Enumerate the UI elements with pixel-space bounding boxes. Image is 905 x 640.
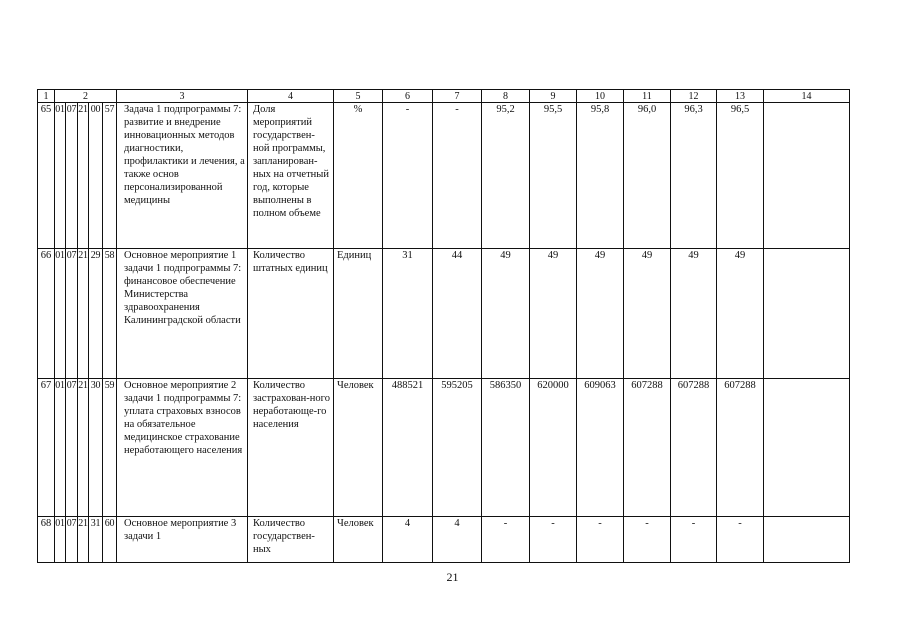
measure-name: Основное мероприятие 3 задачи 1 — [117, 517, 248, 563]
code-cell: 07 — [66, 517, 78, 563]
code-cell: 01 — [55, 249, 66, 379]
header-col-7: 7 — [433, 90, 482, 103]
code-cell: 21 — [78, 249, 89, 379]
code-cell: 01 — [55, 103, 66, 249]
value-col-6: 4 — [383, 517, 433, 563]
code-cell: 00 — [89, 103, 103, 249]
value-col-13: 96,5 — [717, 103, 764, 249]
table-row — [38, 249, 850, 379]
code-cell: 58 — [103, 249, 117, 379]
value-col-8: 586350 — [482, 379, 530, 517]
value-col-12: 96,3 — [671, 103, 717, 249]
indicator-name: Количество застрахован-ного неработающе-го населения — [248, 379, 334, 517]
notes-cell — [764, 103, 850, 249]
code-cell: 30 — [89, 379, 103, 517]
code-cell: 07 — [66, 379, 78, 517]
code-cell: 07 — [66, 103, 78, 249]
unit-cell: Единиц — [334, 249, 383, 379]
value-col-12: - — [671, 517, 717, 563]
table-row — [38, 103, 850, 249]
measure-name: Основное мероприятие 2 задачи 1 подпрограммы 7: уплата страховых взносов на обязательное медицинское страхование неработающего населения — [117, 379, 248, 517]
header-col-2: 2 — [55, 90, 117, 103]
unit-cell: % — [334, 103, 383, 249]
indicator-name: Количество государствен-ных — [248, 517, 334, 563]
value-col-8: 49 — [482, 249, 530, 379]
code-cell: 29 — [89, 249, 103, 379]
code-cell: 01 — [55, 379, 66, 517]
indicator-name: Доля мероприятий государствен-ной программы, запланирован-ных на отчетный год, которые выполнены в полном объеме — [248, 103, 334, 249]
value-col-9: - — [530, 517, 577, 563]
code-cell: 21 — [78, 379, 89, 517]
header-col-13: 13 — [717, 90, 764, 103]
header-col-1: 1 — [38, 90, 55, 103]
header-col-4: 4 — [248, 90, 334, 103]
value-col-11: 607288 — [624, 379, 671, 517]
value-col-6: - — [383, 103, 433, 249]
indicators-table — [37, 89, 850, 563]
header-row — [38, 90, 850, 103]
value-col-9: 49 — [530, 249, 577, 379]
value-col-10: - — [577, 517, 624, 563]
header-col-3: 3 — [117, 90, 248, 103]
value-col-13: - — [717, 517, 764, 563]
value-col-13: 49 — [717, 249, 764, 379]
table-row — [38, 517, 850, 563]
header-col-14: 14 — [764, 90, 850, 103]
value-col-12: 49 — [671, 249, 717, 379]
notes-cell — [764, 517, 850, 563]
code-cell: 59 — [103, 379, 117, 517]
code-cell: 07 — [66, 249, 78, 379]
unit-cell: Человек — [334, 379, 383, 517]
unit-cell: Человек — [334, 517, 383, 563]
code-cell: 60 — [103, 517, 117, 563]
value-col-7: 44 — [433, 249, 482, 379]
value-col-10: 49 — [577, 249, 624, 379]
header-col-5: 5 — [334, 90, 383, 103]
code-cell: 01 — [55, 517, 66, 563]
measure-name: Основное мероприятие 1 задачи 1 подпрограммы 7: финансовое обеспечение Министерства здравоохранения Калининградской области — [117, 249, 248, 379]
value-col-12: 607288 — [671, 379, 717, 517]
row-number: 66 — [38, 249, 55, 379]
value-col-6: 488521 — [383, 379, 433, 517]
value-col-13: 607288 — [717, 379, 764, 517]
value-col-9: 95,5 — [530, 103, 577, 249]
value-col-6: 31 — [383, 249, 433, 379]
header-col-6: 6 — [383, 90, 433, 103]
row-number: 65 — [38, 103, 55, 249]
value-col-8: 95,2 — [482, 103, 530, 249]
header-col-12: 12 — [671, 90, 717, 103]
code-cell: 31 — [89, 517, 103, 563]
value-col-10: 609063 — [577, 379, 624, 517]
value-col-7: 4 — [433, 517, 482, 563]
value-col-7: - — [433, 103, 482, 249]
code-cell: 21 — [78, 103, 89, 249]
header-col-9: 9 — [530, 90, 577, 103]
notes-cell — [764, 379, 850, 517]
page-number: 21 — [446, 570, 459, 584]
value-col-11: - — [624, 517, 671, 563]
value-col-9: 620000 — [530, 379, 577, 517]
value-col-8: - — [482, 517, 530, 563]
value-col-10: 95,8 — [577, 103, 624, 249]
code-cell: 21 — [78, 517, 89, 563]
header-col-11: 11 — [624, 90, 671, 103]
measure-name: Задача 1 подпрограммы 7: развитие и внедрение инновационных методов диагностики, профилактики и лечения, а также основ персонализированной медицины — [117, 103, 248, 249]
indicator-name: Количество штатных единиц — [248, 249, 334, 379]
table-row — [38, 379, 850, 517]
value-col-7: 595205 — [433, 379, 482, 517]
row-number: 68 — [38, 517, 55, 563]
header-col-10: 10 — [577, 90, 624, 103]
code-cell: 57 — [103, 103, 117, 249]
value-col-11: 49 — [624, 249, 671, 379]
value-col-11: 96,0 — [624, 103, 671, 249]
notes-cell — [764, 249, 850, 379]
header-col-8: 8 — [482, 90, 530, 103]
row-number: 67 — [38, 379, 55, 517]
